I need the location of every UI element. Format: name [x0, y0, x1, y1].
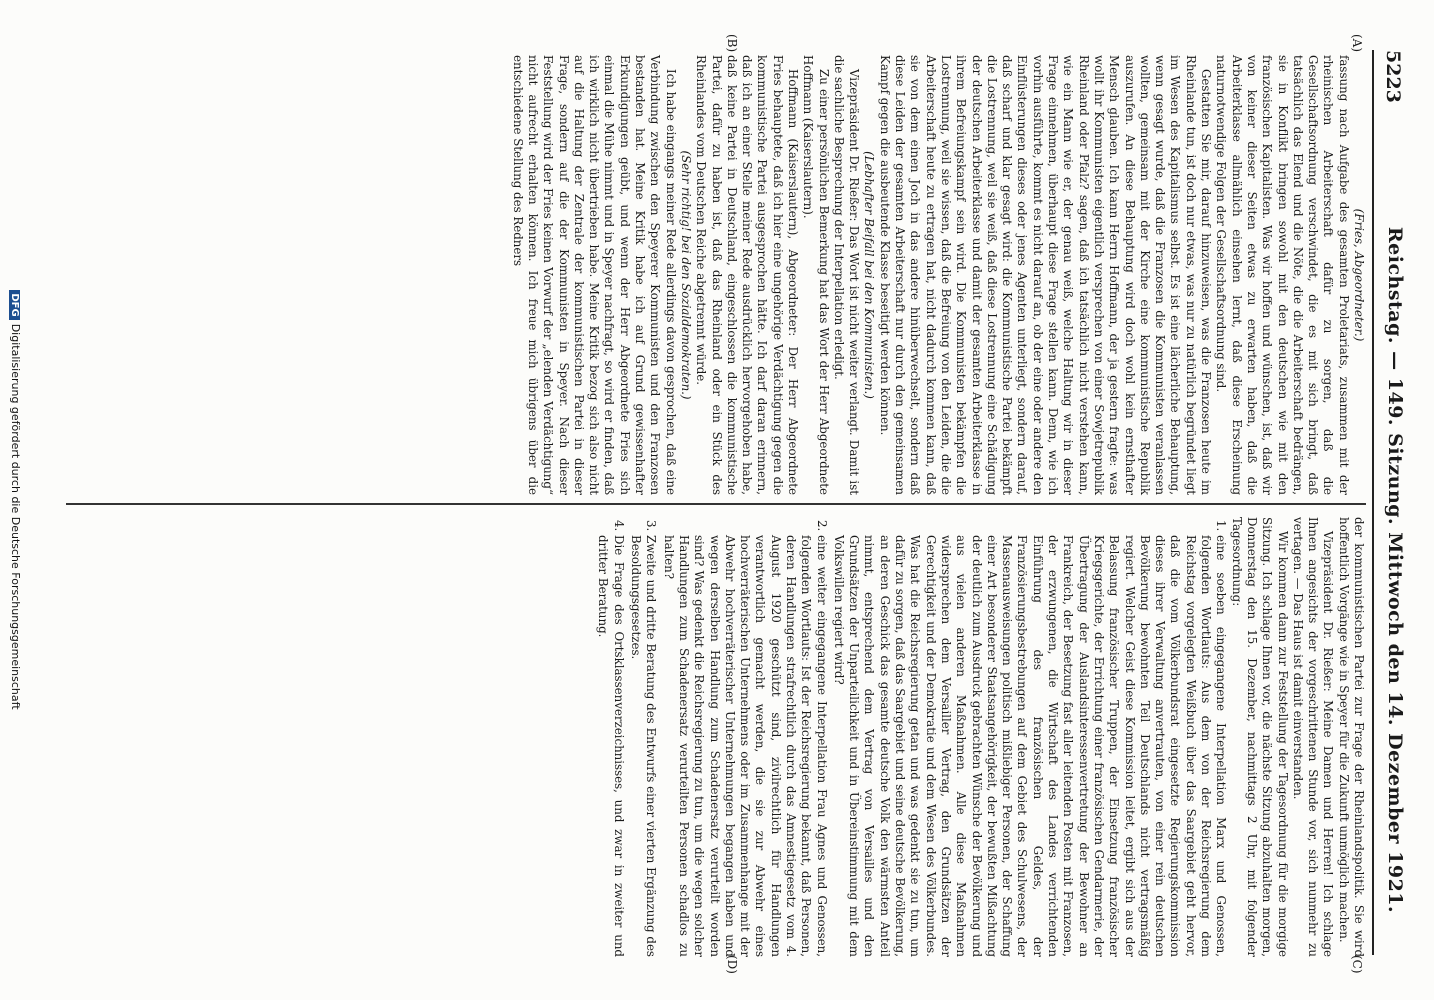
- agenda-list: [595, 517, 1228, 957]
- paragraph: der kommunistischen Partei zur Frage der Rheinlandspolitik. Sie wird hoffentlich Vorgänge wie in Speyer für die Zukunft unmöglich machen.: [1336, 517, 1366, 957]
- dfg-logo: DFG: [9, 290, 20, 319]
- column-divider: [66, 503, 1366, 505]
- digitization-note: [9, 0, 22, 1000]
- paragraph: Ich habe eingangs meiner Rede allerdings davon gesprochen, daß eine Verbindung zwischen den Speyerer Kommunisten und den Franzosen bestanden hat. Meine Kritik habe ich auf Grund gewissenhafter Erkundigungen geübt, und wenn der Herr Abgeordnete Fries sich einmal die Mühe nimmt und in Speyer nachfragt, so wird er finden, daß ich wirklich nicht übertrieben habe. Meine Kritik bezog sich also nicht auf die Haltung der Zentrale der kommunistischen Partei in dieser Frage, sondern auf die der Kommunisten in Speyer. Nach dieser Feststellung wird der Fries keinen Vorwurf der „elenden Verdächtigung“ nicht aufrecht erhalten können. Ich freue mich übrigens über die entschiedene Stellung des Redners: [510, 55, 678, 495]
- agenda-item: 4. Die Frage des Ortsklassenverzeichnisses, und zwar in zweiter und dritter Beratung.: [595, 535, 626, 957]
- header-rule: [1372, 50, 1374, 955]
- interjection-note: (Sehr richtig! bei den Sozialdemokraten.): [678, 150, 693, 400]
- paragraph: Vizepräsident Dr. Rießer: Das Wort ist nicht weiter verlangt. Damit ist die sachliche Besprechung der Interpellation erledigt.: [831, 55, 862, 495]
- paragraph: Hoffmann (Kaiserslautern), Abgeordneter: Der Herr Abgeordnete Fries behauptete, daß ich hier eine ungehörige Verdächtigung gegen die kommunistische Partei ausgesprochen hätte. Ich darf daran erinnern, daß ich an einer Stelle meiner Rede ausdrücklich hervorgehoben habe, daß keine Partei in Deutschland, eingeschlossen die kommunistische Partei, dafür zu haben ist, daß das Rheinland oder ein Stück des Rheinlandes vom Deutschen Reiche abgetrennt würde.: [694, 55, 801, 495]
- margin-marker-c: (C): [1350, 955, 1364, 974]
- right-column: [593, 517, 1366, 957]
- margin-marker-b: (B): [725, 34, 739, 53]
- margin-marker-d: (D): [725, 955, 739, 974]
- paragraph: fassung nach Aufgabe des gesamten Proletariats, zusammen mit der rheinischen Arbeiterschaft dafür zu sorgen, daß die Gesellschaftsordnung verschwindet, die es mit sich bringt, daß tatsächlich das Elend und die Nöte, die die Arbeiterschaft bedrängen, sie in Konflikt bringen sowohl mit den deutschen wie mit den französischen Kapitalisten. Was wir hoffen und wünschen, ist, daß wir von keiner dieser Seiten etwas zu erwarten haben, daß die Arbeiterklasse allmählich einsehen lernt, daß diese Erscheinung naturnotwendige Folgen der Gesellschaftsordnung sind.: [1214, 55, 1351, 495]
- paragraph: Zu einer persönlichen Bemerkung hat das Wort der Herr Abgeordnete Hoffmann (Kaiserslautern).: [801, 55, 831, 495]
- agenda-item: 1. eine soeben eingegangene Interpellation Marx und Genossen, folgenden Wortlauts: Aus dem von der Reichsregierung dem Reichstag vorgelegten Weißbuch über das Saargebiet geht hervor, daß die vom Völkerbundsrat eingesetzte Regierungskommission dieses ihrer Verwaltung anvertrauten, von einer rein deutschen Bevölkerung bewohnten Teil Deutschlands nicht vertragsmäßig regiert. Welcher Geist diese Kommission leitet, ergibt sich aus der Belassung französischer Truppen, der Einsetzung französischer Kriegsgerichte, der Errichtung einer französischen Gendarmerie, der Übertragung der Auslandsinteressenvertretung der Bewohner an Frankreich, der Besetzung fast aller leitenden Posten mit Franzosen, der erzwungenen, die Wirtschaft des Landes verrichtenden Einführung des französischen Geldes, der Französierungsbestrebungen auf dem Gebiet des Schulwesens, der Massenausweisungen politisch mißliebiger Personen, der Schaffung einer Art besonderer Staatsangehörigkeit, der bewußten Mißachtung der deutlich zum Ausdruck gebrachten Wünsche der Bevölkerung und aus vielen anderen Maßnahmen. Alle diese Maßnahmen widersprechen dem Versailler Vertrag, den Grundsätzen der Gerechtigkeit und der Demokratie und dem Wesen des Völkerbundes. Was hat die Reichsregierung getan und was gedenkt sie zu tun, um dafür zu sorgen, daß das Saargebiet und seine deutsche Bevölkerung, an deren Geschick das gesamte deutsche Volk den wärmsten Anteil nimmt, entsprechend dem Vertrag von Versailles und den Grundsätzen der Unparteilichkeit und in Übereinstimmung mit dem Volkswillen regiert wird?: [831, 535, 1229, 957]
- speaker-tag: (Fries, Abgeordneter.): [1352, 208, 1366, 342]
- paragraph: Wir kommen dann zur Feststellung der Tagesordnung für die morgige Sitzung. Ich schlage Ihnen vor, die nächste Sitzung abzuhalten morgen, Donnerstag den 15. Dezember, nachmittags 2 Uhr, mit folgender Tagesordnung:: [1229, 517, 1290, 957]
- paragraph: Vizepräsident Dr. Rießer: Meine Damen und Herren! Ich schlage Ihnen angesichts der vorgeschrittenen Stunde vor, sich nunmehr zu vertagen. — Das Haus ist damit einverstanden.: [1290, 517, 1336, 957]
- agenda-item: 2. eine weiter eingegangene Interpellation Frau Agnes und Genossen, folgenden Wortlauts: Ist der Reichsregierung bekannt, daß Personen, deren Handlungen strafrechtlich durch das Amnestiegesetz vom 4. August 1920 geschützt sind, zivilrechtlich für Handlungen verantwortlich gemacht werden, die sie zur Abwehr eines hochverräterischen Unternehmens oder im Zusammenhange mit der Abwehr hochverräterischer Unternehmungen begangen haben und wegen derselben Handlung zum Schadenersatz verurteilt worden sind? Was gedenkt die Reichsregierung zu tun, um die wegen solcher Handlungen zum Schadenersatz verurteilten Personen schadlos zu halten?: [660, 535, 828, 957]
- left-column: [509, 55, 1366, 495]
- applause-note: (Lebhafter Beifall bei den Kommunisten.): [862, 151, 877, 399]
- digitization-text: Digitalisierung gefördert durch die Deutsche Forschungsgemeinschaft: [9, 323, 22, 710]
- paragraph: Gestatten Sie mir, darauf hinzuweisen, was die Franzosen heute im Rheinlande tun, ist doch nur etwas, was nur zu natürlich begründet liegt im Wesen des Kapitalismus selbst. Es ist eine lächerliche Behauptung, wenn gesagt wurde, daß die Franzosen die Kommunisten veranlassen wollten, gemeinsam mit der Kirche eine kommunistische Republik auszurufen. An diese Behauptung wird doch wohl kein ernsthafter Mensch glauben. Ich kann Herrn Hoffmann, der ja gestern fragte: was wollt ihr Kommunisten eigentlich versprechen von einer Sowjetrepublik Rheinland oder Pfalz? sagen, daß ich tatsächlich nicht verstehen kann, wie ein Mann wie er, der genau weiß, welche Haltung wir in dieser Frage einnehmen, überhaupt diese Frage stellen kann. Denn, wie ich vorhin ausführte, kommt es nicht darauf an, ob der eine oder andere den Einflüsterungen dieses oder jenes Agenten unterliegt, sondern darauf, daß scharf und klar gesagt wird: die Kommunistische Partei bekämpft die Lostrennung, weil sie weiß, daß diese Lostrennung eine Schädigung der deutschen Arbeiterklasse und damit der gesamten Arbeiterklasse in ihrem Befreiungskampf sein wird. Die Kommunisten bekämpfen die Lostrennung, weil sie wissen, daß die Befreiung von den Leiden, die die Arbeiterschaft heute zu ertragen hat, nicht dadurch kommen kann, daß sie von dem einen Joch in das andere hinüberwechselt, sondern daß diese Leiden der gesamten Arbeiterschaft nur durch den gemeinsamen Kampf gegen die ausbeutende Klasse beseitigt werden können.: [877, 55, 1214, 495]
- agenda-item: 3. Zweite und dritte Beratung des Entwurfs einer vierten Ergänzung des Besoldungsgesetzes.: [628, 535, 659, 957]
- margin-marker-a: (A): [1350, 34, 1364, 53]
- page-number: 5223: [1382, 50, 1404, 103]
- page-header: Reichstag. — 149. Sitzung. Mittwoch den 14. Dezember 1921.: [1384, 226, 1406, 914]
